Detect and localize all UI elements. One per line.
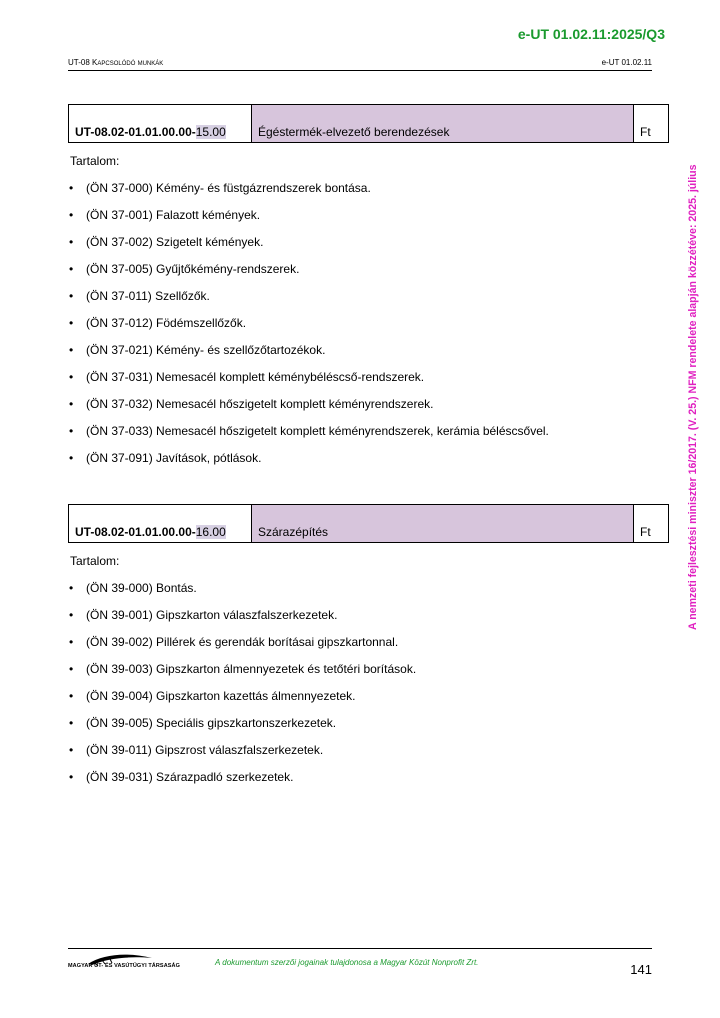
item-code-suffix: 16.00 (195, 525, 226, 539)
content-label: Tartalom: (70, 154, 120, 168)
item-code (69, 505, 252, 543)
list-item: • (ÖN 37-012) Födémszellőzők. (68, 316, 549, 343)
list-item: • (ÖN 37-000) Kémény- és füstgázrendszerek bontása. (68, 181, 549, 208)
item-header-table (68, 104, 669, 143)
list-item: • (ÖN 39-003) Gipszkarton álmennyezetek és tetőtéri borítások. (68, 662, 416, 689)
list-item: • (ÖN 37-091) Javítások, pótlások. (68, 451, 549, 478)
item-unit: Ft (634, 105, 669, 143)
list-item: • (ÖN 37-001) Falazott kémények. (68, 208, 549, 235)
list-item: • (ÖN 37-011) Szellőzők. (68, 289, 549, 316)
item-header-table (68, 504, 669, 543)
content-list (68, 181, 549, 478)
list-item: • (ÖN 37-033) Nemesacél hőszigetelt komplett kéményrendszerek, kerámia béléscsővel. (68, 424, 549, 451)
list-item: • (ÖN 39-031) Szárazpadló szerkezetek. (68, 770, 416, 797)
list-item: • (ÖN 37-005) Gyűjtőkémény-rendszerek. (68, 262, 549, 289)
item-code-main: UT-08.02-01.01.00.00- (75, 125, 196, 139)
item-unit: Ft (634, 505, 669, 543)
item-title: Égéstermék-elvezető berendezések (252, 105, 634, 143)
content-label: Tartalom: (70, 554, 120, 568)
header-doc-code: e-UT 01.02.11 (601, 58, 652, 67)
item-code-main: UT-08.02-01.01.00.00- (75, 525, 196, 539)
item-code (69, 105, 252, 143)
list-item: • (ÖN 37-021) Kémény- és szellőzőtartozékok. (68, 343, 549, 370)
header-chapter (68, 58, 163, 67)
list-item: • (ÖN 39-004) Gipszkarton kazettás álmennyezetek. (68, 689, 416, 716)
list-item: • (ÖN 39-011) Gipszrost válaszfalszerkezetek. (68, 743, 416, 770)
publication-note: A nemzeti fejlesztési miniszter 16/2017. (V. 25.) NFM rendelete alapján közzétéve: 2025. július (687, 164, 699, 630)
list-item: • (ÖN 37-031) Nemesacél komplett kéménybéléscső-rendszerek. (68, 370, 549, 397)
document-code: e-UT 01.02.11:2025/Q3 (517, 26, 665, 42)
society-logo-text: MAGYAR ÚT- ÉS VASÚTÜGYI TÁRSASÁG (68, 963, 180, 969)
list-item: • (ÖN 39-001) Gipszkarton válaszfalszerkezetek. (68, 608, 416, 635)
list-item: • (ÖN 37-032) Nemesacél hőszigetelt komplett kéményrendszerek. (68, 397, 549, 424)
item-code-suffix: 15.00 (195, 125, 226, 139)
list-item: • (ÖN 37-002) Szigetelt kémények. (68, 235, 549, 262)
footer-divider (68, 948, 652, 949)
copyright-notice: A dokumentum szerzői jogainak tulajdonosa a Magyar Közút Nonprofit Zrt. (215, 958, 479, 967)
page-number: 141 (630, 962, 652, 977)
list-item: • (ÖN 39-000) Bontás. (68, 581, 416, 608)
header-chapter-prefix: UT-08 (68, 58, 93, 67)
item-title: Szárazépítés (252, 505, 634, 543)
content-list (68, 581, 416, 797)
list-item: • (ÖN 39-002) Pillérek és gerendák borításai gipszkartonnal. (68, 635, 416, 662)
list-item: • (ÖN 39-005) Speciális gipszkartonszerkezetek. (68, 716, 416, 743)
header-chapter-title: Kapcsolódó munkák (92, 58, 164, 67)
running-header (68, 58, 652, 71)
